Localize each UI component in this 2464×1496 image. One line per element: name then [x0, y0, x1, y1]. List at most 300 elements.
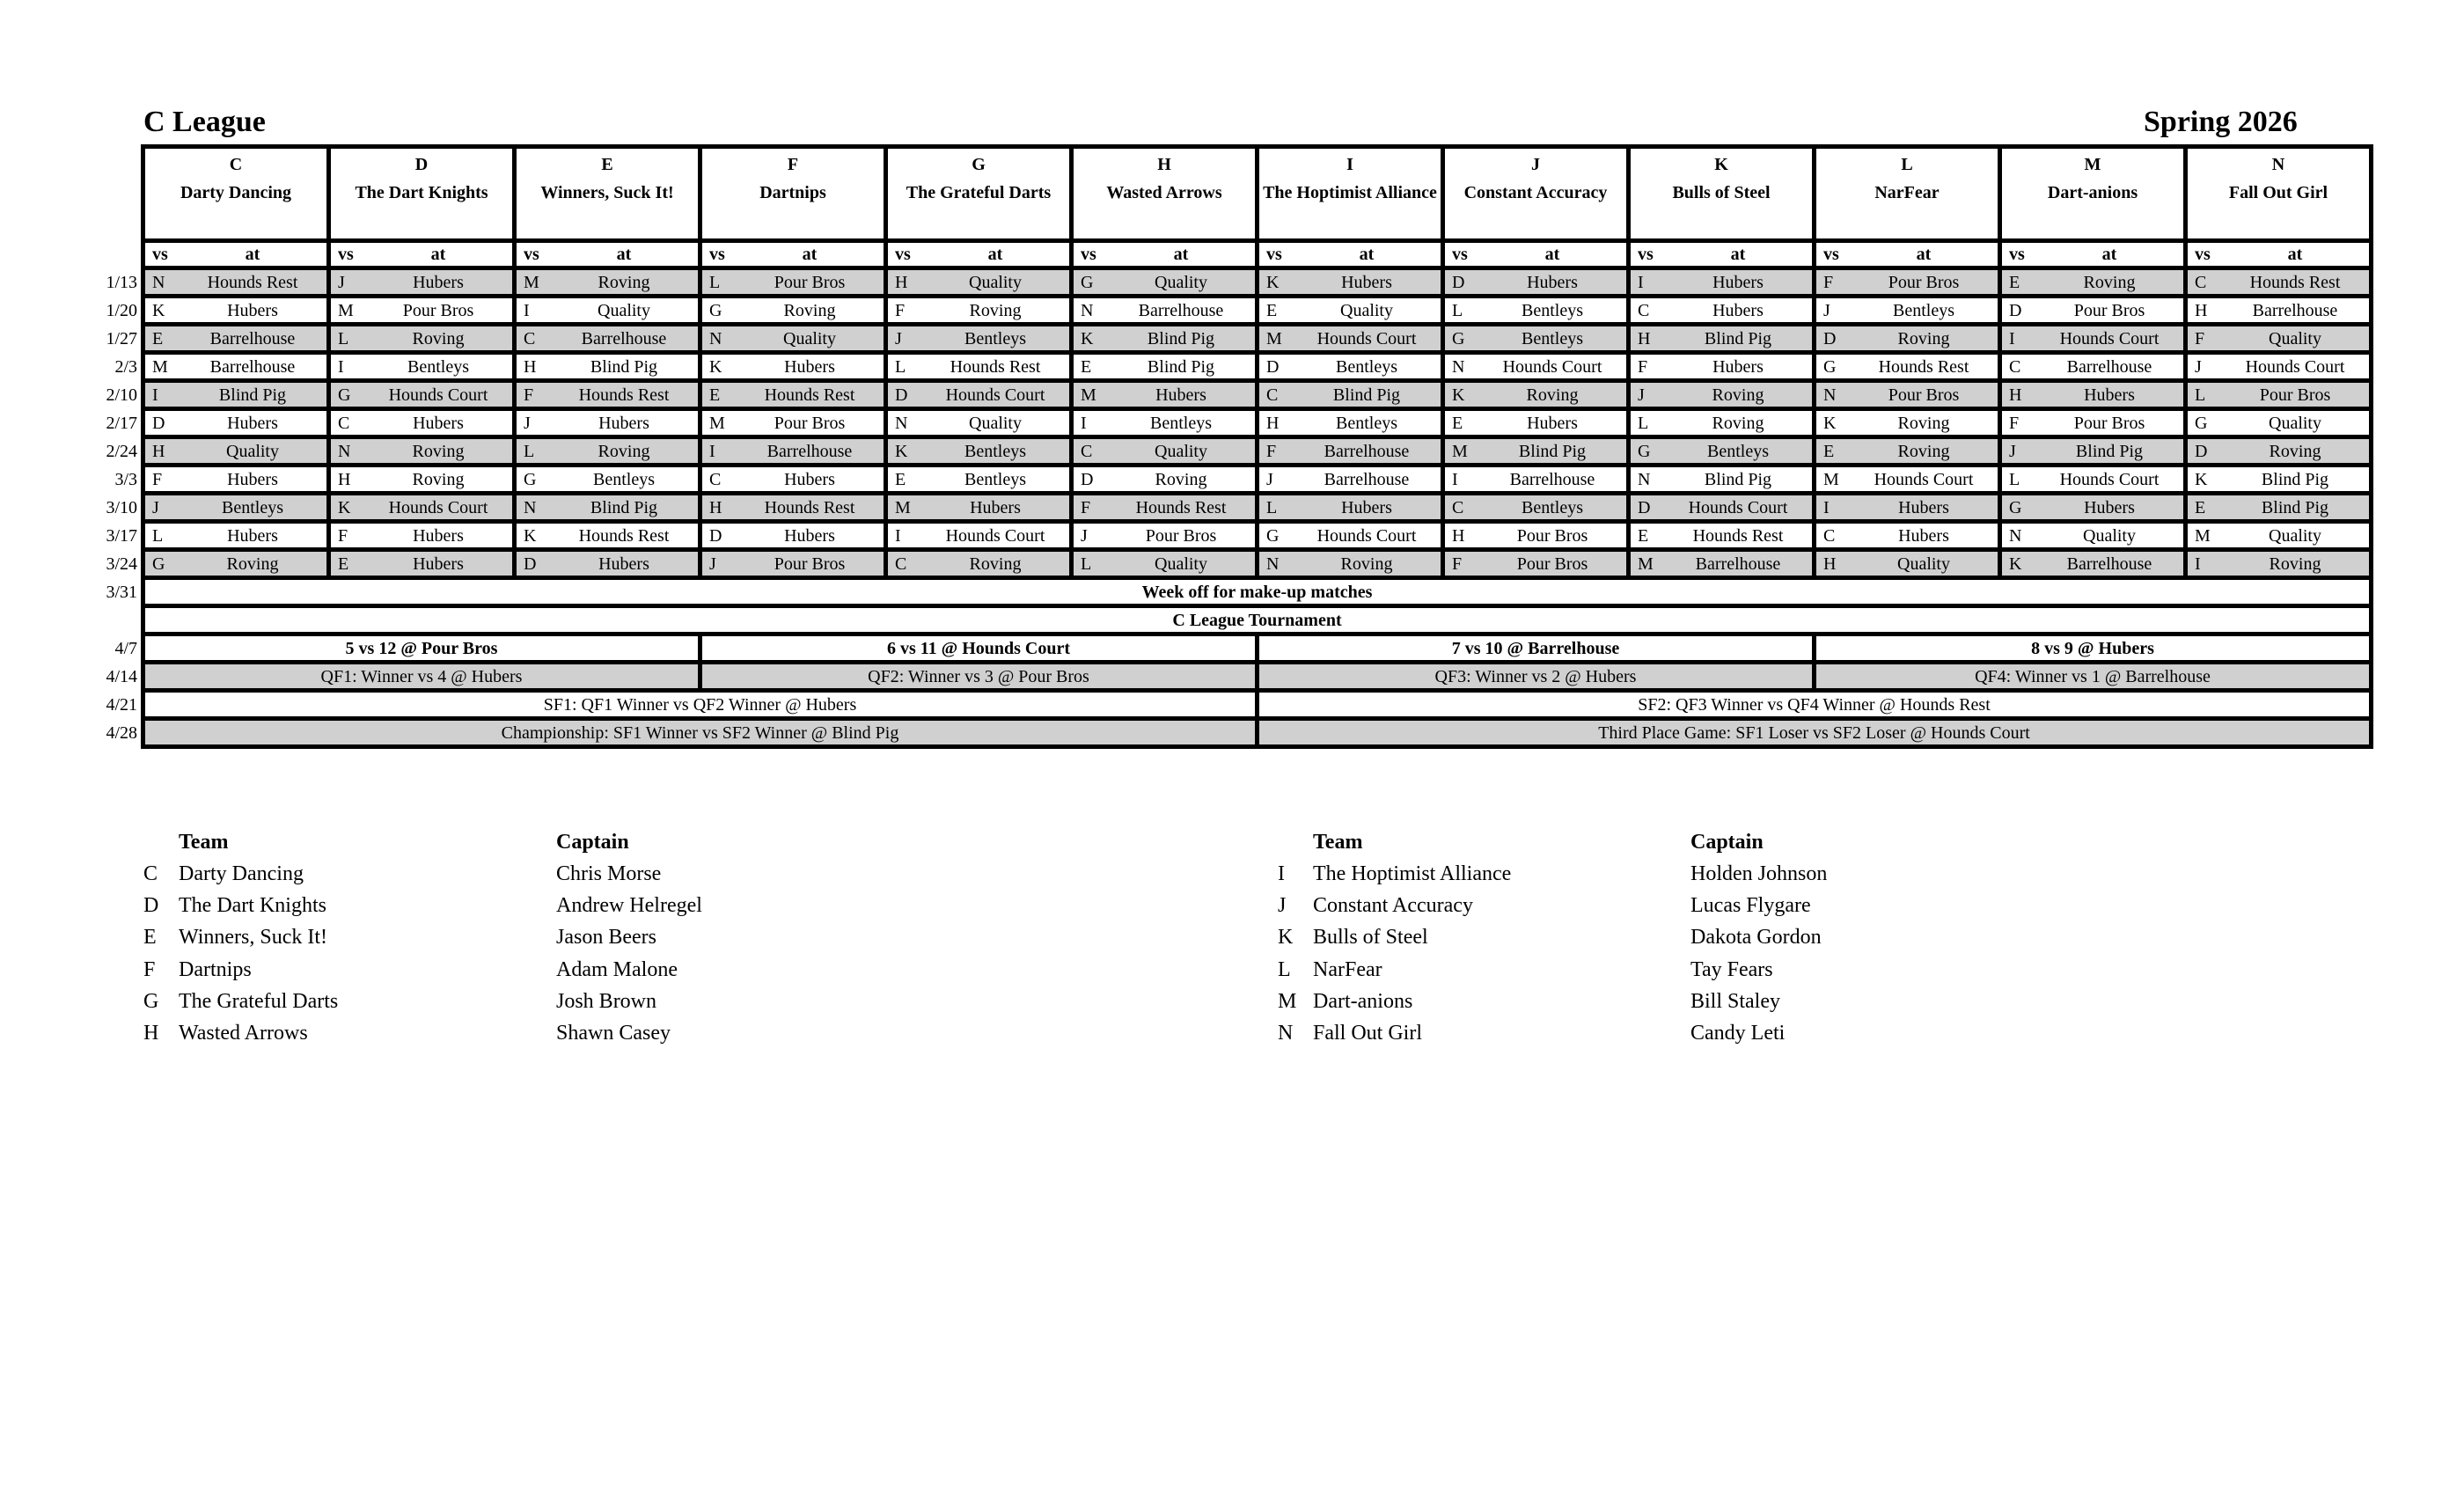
opponent-letter: N	[1072, 297, 1108, 325]
opponent-letter: N	[143, 268, 180, 297]
opponent-letter: N	[1258, 550, 1294, 578]
opponent-letter: K	[700, 353, 737, 381]
vs-label: vs	[143, 241, 180, 268]
venue: Pour Bros	[1107, 522, 1258, 550]
legend-team-letter: F	[143, 957, 156, 981]
venue: Blind Pig	[1478, 437, 1629, 466]
team-letter: M	[2084, 155, 2101, 174]
legend-team-letter: N	[1278, 1022, 1294, 1045]
legend-team-letter: I	[1278, 862, 1285, 885]
at-label: at	[2035, 241, 2186, 268]
venue: Hounds Rest	[1850, 353, 2000, 381]
at-label: at	[736, 241, 886, 268]
week-row	[86, 522, 2372, 550]
team-name: Fall Out Girl	[2228, 183, 2328, 202]
venue: Pour Bros	[1478, 550, 1629, 578]
venue: Roving	[921, 550, 1072, 578]
venue: Blind Pig	[550, 353, 700, 381]
venue: Quality	[550, 297, 700, 325]
opponent-letter: G	[1815, 353, 1851, 381]
venue: Roving	[179, 550, 329, 578]
opponent-letter: K	[1815, 409, 1851, 437]
legend-team-name: The Grateful Darts	[179, 989, 339, 1013]
venue: Barrelhouse	[1664, 550, 1815, 578]
venue: Hubers	[921, 494, 1072, 522]
venue: Pour Bros	[736, 409, 886, 437]
vs-label: vs	[1629, 241, 1665, 268]
venue: Hubers	[1478, 409, 1629, 437]
legend-team-letter: C	[143, 862, 158, 885]
opponent-letter: E	[700, 381, 737, 409]
venue: Roving	[1850, 409, 2000, 437]
venue: Hounds Court	[1664, 494, 1815, 522]
venue: Quality	[736, 325, 886, 353]
venue: Pour Bros	[2035, 409, 2186, 437]
venue: Bentleys	[1293, 409, 1443, 437]
opponent-letter: I	[515, 297, 551, 325]
legend-team-name: Bulls of Steel	[1313, 926, 1428, 950]
opponent-letter: C	[1258, 381, 1294, 409]
venue: Barrelhouse	[2035, 550, 2186, 578]
opponent-letter: I	[886, 522, 922, 550]
venue: Roving	[364, 437, 515, 466]
venue: Hubers	[736, 466, 886, 494]
tournament-match: Third Place Game: SF1 Loser vs SF2 Loser @ Hounds Court	[1258, 719, 2372, 747]
opponent-letter: H	[1629, 325, 1665, 353]
opponent-letter: H	[143, 437, 180, 466]
team-name: NarFear	[1874, 183, 1940, 202]
team-header	[329, 147, 515, 241]
venue: Hubers	[1293, 494, 1443, 522]
venue: Quality	[2221, 325, 2372, 353]
opponent-letter: L	[1629, 409, 1665, 437]
venue: Bentleys	[1850, 297, 2000, 325]
venue: Hounds Rest	[1664, 522, 1815, 550]
week-date: 2/24	[106, 441, 137, 461]
venue: Roving	[2035, 268, 2186, 297]
venue: Hubers	[1664, 353, 1815, 381]
team-header	[1258, 147, 1443, 241]
opponent-letter: M	[515, 268, 551, 297]
tournament-title-row	[86, 606, 2372, 634]
team-letter: H	[1157, 155, 1171, 174]
opponent-letter: K	[1443, 381, 1479, 409]
opponent-letter: M	[2186, 522, 2222, 550]
team-header	[1815, 147, 2000, 241]
opponent-letter: F	[515, 381, 551, 409]
tournament-match: 5 vs 12 @ Pour Bros	[143, 634, 700, 663]
vs-label: vs	[700, 241, 737, 268]
opponent-letter: M	[700, 409, 737, 437]
opponent-letter: E	[143, 325, 180, 353]
opponent-letter: H	[700, 494, 737, 522]
team-letter: I	[1346, 155, 1353, 174]
opponent-letter: E	[1815, 437, 1851, 466]
venue: Hounds Rest	[550, 522, 700, 550]
venue: Hubers	[1850, 522, 2000, 550]
venue: Hubers	[1293, 268, 1443, 297]
opponent-letter: E	[329, 550, 365, 578]
opponent-letter: I	[1629, 268, 1665, 297]
legend-captain-name: Dakota Gordon	[1690, 926, 1822, 950]
venue: Barrelhouse	[1478, 466, 1629, 494]
legend-captain-name: Adam Malone	[556, 957, 678, 981]
opponent-letter: L	[329, 325, 365, 353]
opponent-letter: J	[329, 268, 365, 297]
venue: Hounds Rest	[179, 268, 329, 297]
venue: Hounds Rest	[1107, 494, 1258, 522]
venue: Hubers	[1664, 297, 1815, 325]
opponent-letter: F	[143, 466, 180, 494]
opponent-letter: L	[515, 437, 551, 466]
venue: Hounds Rest	[550, 381, 700, 409]
legend-team-name: Dart-anions	[1313, 989, 1413, 1013]
venue: Quality	[921, 409, 1072, 437]
venue: Hubers	[179, 297, 329, 325]
opponent-letter: K	[2000, 550, 2036, 578]
legend-team-letter: J	[1278, 894, 1287, 918]
venue: Roving	[550, 437, 700, 466]
venue: Hounds Court	[1478, 353, 1629, 381]
legend-captain-name: Holden Johnson	[1690, 862, 1828, 885]
opponent-letter: F	[1258, 437, 1294, 466]
opponent-letter: I	[1072, 409, 1108, 437]
vs-at-row	[86, 241, 2372, 268]
team-name: Dartnips	[759, 183, 826, 202]
opponent-letter: N	[1629, 466, 1665, 494]
week-date: 3/24	[106, 554, 137, 574]
venue: Hubers	[1478, 268, 1629, 297]
legend-team-letter: L	[1278, 957, 1291, 981]
opponent-letter: D	[143, 409, 180, 437]
opponent-letter: F	[1443, 550, 1479, 578]
week-date: 2/3	[114, 356, 137, 377]
venue: Hubers	[179, 409, 329, 437]
opponent-letter: M	[1258, 325, 1294, 353]
legend-team-name: Darty Dancing	[179, 862, 304, 885]
opponent-letter: H	[515, 353, 551, 381]
vs-label: vs	[329, 241, 365, 268]
week-row	[86, 268, 2372, 297]
venue: Roving	[364, 325, 515, 353]
venue: Hubers	[364, 409, 515, 437]
venue: Hubers	[364, 522, 515, 550]
tournament-round-row	[86, 634, 2372, 663]
opponent-letter: C	[700, 466, 737, 494]
opponent-letter: J	[700, 550, 737, 578]
opponent-letter: I	[1815, 494, 1851, 522]
week-date: 3/3	[114, 469, 137, 489]
venue: Barrelhouse	[736, 437, 886, 466]
venue: Hounds Court	[2221, 353, 2372, 381]
venue: Hubers	[1107, 381, 1258, 409]
opponent-letter: F	[886, 297, 922, 325]
legend-team-letter: D	[143, 894, 159, 918]
venue: Bentleys	[921, 466, 1072, 494]
opponent-letter: G	[1443, 325, 1479, 353]
venue: Hubers	[736, 353, 886, 381]
legend-captain-name: Tay Fears	[1690, 957, 1773, 981]
opponent-letter: N	[329, 437, 365, 466]
venue: Roving	[2221, 437, 2372, 466]
opponent-letter: F	[1629, 353, 1665, 381]
venue: Bentleys	[921, 325, 1072, 353]
legend-team-name: The Dart Knights	[179, 894, 326, 918]
team-header	[2000, 147, 2186, 241]
opponent-letter: F	[1815, 268, 1851, 297]
tournament-match: QF2: Winner vs 3 @ Pour Bros	[700, 663, 1258, 691]
opponent-letter: D	[2186, 437, 2222, 466]
opponent-letter: K	[2186, 466, 2222, 494]
opponent-letter: N	[1815, 381, 1851, 409]
venue: Blind Pig	[2035, 437, 2186, 466]
opponent-letter: N	[700, 325, 737, 353]
at-label: at	[1293, 241, 1443, 268]
venue: Pour Bros	[2221, 381, 2372, 409]
opponent-letter: D	[515, 550, 551, 578]
opponent-letter: L	[143, 522, 180, 550]
legend-captain-name: Josh Brown	[556, 989, 657, 1013]
opponent-letter: C	[2000, 353, 2036, 381]
team-header	[700, 147, 886, 241]
venue: Roving	[1107, 466, 1258, 494]
venue: Quality	[1293, 297, 1443, 325]
venue: Pour Bros	[2035, 297, 2186, 325]
opponent-letter: J	[1258, 466, 1294, 494]
venue: Hubers	[550, 550, 700, 578]
opponent-letter: L	[700, 268, 737, 297]
venue: Barrelhouse	[1107, 297, 1258, 325]
week-row	[86, 437, 2372, 466]
team-header	[2186, 147, 2372, 241]
opponent-letter: D	[1443, 268, 1479, 297]
opponent-letter: J	[886, 325, 922, 353]
venue: Hubers	[736, 522, 886, 550]
opponent-letter: E	[886, 466, 922, 494]
team-header	[143, 147, 329, 241]
venue: Pour Bros	[364, 297, 515, 325]
week-row	[86, 409, 2372, 437]
legend-team-letter: E	[143, 926, 157, 950]
venue: Bentleys	[1107, 409, 1258, 437]
opponent-letter: E	[1072, 353, 1108, 381]
venue: Hubers	[1850, 494, 2000, 522]
opponent-letter: N	[886, 409, 922, 437]
legend-captain-name: Bill Staley	[1690, 989, 1780, 1013]
tournament-round-row	[86, 663, 2372, 691]
venue: Hounds Court	[2035, 466, 2186, 494]
date-spacer	[86, 147, 143, 241]
week-row	[86, 297, 2372, 325]
opponent-letter: D	[700, 522, 737, 550]
venue: Roving	[1850, 437, 2000, 466]
opponent-letter: G	[329, 381, 365, 409]
opponent-letter: E	[2186, 494, 2222, 522]
legend-captain-name: Chris Morse	[556, 862, 662, 885]
opponent-letter: L	[2000, 466, 2036, 494]
venue: Hounds Court	[1293, 522, 1443, 550]
team-name: Winners, Suck It!	[540, 183, 674, 202]
venue: Blind Pig	[1664, 325, 1815, 353]
opponent-letter: M	[1072, 381, 1108, 409]
venue: Pour Bros	[1850, 268, 2000, 297]
opponent-letter: M	[1629, 550, 1665, 578]
venue: Hubers	[2035, 494, 2186, 522]
week-date: 3/31	[106, 582, 137, 602]
opponent-letter: M	[886, 494, 922, 522]
venue: Quality	[1107, 550, 1258, 578]
at-label: at	[921, 241, 1072, 268]
opponent-letter: E	[1629, 522, 1665, 550]
venue: Hounds Court	[1293, 325, 1443, 353]
venue: Quality	[179, 437, 329, 466]
opponent-letter: C	[329, 409, 365, 437]
team-letter: C	[229, 155, 243, 174]
legend-team-name: Winners, Suck It!	[179, 926, 327, 950]
opponent-letter: K	[515, 522, 551, 550]
week-off-label: Week off for make-up matches	[143, 578, 2372, 606]
venue: Bentleys	[1478, 325, 1629, 353]
venue: Blind Pig	[1664, 466, 1815, 494]
at-label: at	[1107, 241, 1258, 268]
round-date: 4/21	[106, 694, 137, 715]
venue: Quality	[2221, 522, 2372, 550]
week-date: 1/13	[106, 272, 137, 292]
venue: Bentleys	[921, 437, 1072, 466]
opponent-letter: I	[2186, 550, 2222, 578]
week-date: 3/10	[106, 497, 137, 517]
venue: Hounds Court	[921, 381, 1072, 409]
venue: Hounds Court	[2035, 325, 2186, 353]
legend-captain-header: Captain	[556, 831, 629, 854]
vs-label: vs	[1258, 241, 1294, 268]
team-header	[1443, 147, 1629, 241]
tournament-match: 8 vs 9 @ Hubers	[1815, 634, 2372, 663]
venue: Bentleys	[1478, 297, 1629, 325]
opponent-letter: H	[1815, 550, 1851, 578]
venue: Quality	[2035, 522, 2186, 550]
opponent-letter: D	[1258, 353, 1294, 381]
venue: Hounds Court	[1850, 466, 2000, 494]
opponent-letter: C	[1815, 522, 1851, 550]
week-row	[86, 325, 2372, 353]
opponent-letter: G	[1629, 437, 1665, 466]
venue: Roving	[364, 466, 515, 494]
tournament-round-row	[86, 719, 2372, 747]
at-label: at	[1664, 241, 1815, 268]
legend-captain-header: Captain	[1690, 831, 1764, 854]
date-spacer	[86, 241, 143, 268]
team-name: The Grateful Darts	[906, 183, 1052, 202]
opponent-letter: J	[2000, 437, 2036, 466]
legend-captain-name: Jason Beers	[556, 926, 656, 950]
opponent-letter: C	[1072, 437, 1108, 466]
venue: Quality	[2221, 409, 2372, 437]
opponent-letter: I	[143, 381, 180, 409]
team-header-row	[86, 147, 2372, 241]
venue: Roving	[550, 268, 700, 297]
venue: Roving	[1293, 550, 1443, 578]
opponent-letter: H	[1258, 409, 1294, 437]
venue: Blind Pig	[1107, 353, 1258, 381]
week-date: 1/27	[106, 328, 137, 348]
opponent-letter: L	[2186, 381, 2222, 409]
opponent-letter: D	[2000, 297, 2036, 325]
tournament-match: Championship: SF1 Winner vs SF2 Winner @ Blind Pig	[143, 719, 1258, 747]
opponent-letter: G	[515, 466, 551, 494]
venue: Hubers	[179, 466, 329, 494]
opponent-letter: N	[1443, 353, 1479, 381]
week-off-row	[86, 578, 2372, 606]
vs-label: vs	[515, 241, 551, 268]
at-label: at	[550, 241, 700, 268]
legend-team-name: Wasted Arrows	[179, 1022, 308, 1045]
date-spacer	[86, 606, 143, 634]
tournament-round-row	[86, 691, 2372, 719]
team-name: Darty Dancing	[180, 183, 292, 202]
tournament-title: C League Tournament	[143, 606, 2372, 634]
opponent-letter: N	[515, 494, 551, 522]
opponent-letter: I	[700, 437, 737, 466]
venue: Hubers	[550, 409, 700, 437]
venue: Barrelhouse	[550, 325, 700, 353]
week-date: 1/20	[106, 300, 137, 320]
venue: Pour Bros	[736, 268, 886, 297]
opponent-letter: J	[1629, 381, 1665, 409]
opponent-letter: L	[886, 353, 922, 381]
opponent-letter: G	[2186, 409, 2222, 437]
tournament-match: QF3: Winner vs 2 @ Hubers	[1258, 663, 1815, 691]
venue: Bentleys	[550, 466, 700, 494]
opponent-letter: F	[2000, 409, 2036, 437]
week-row	[86, 381, 2372, 409]
venue: Bentleys	[179, 494, 329, 522]
legend-team-name: NarFear	[1313, 957, 1382, 981]
round-date: 4/28	[106, 722, 137, 743]
week-row	[86, 466, 2372, 494]
opponent-letter: D	[1629, 494, 1665, 522]
venue: Bentleys	[1664, 437, 1815, 466]
venue: Hubers	[364, 268, 515, 297]
legend-team-letter: H	[143, 1022, 159, 1045]
venue: Hounds Court	[921, 522, 1072, 550]
team-letter: E	[601, 155, 613, 174]
team-name: Wasted Arrows	[1106, 183, 1222, 202]
legend-team-name: Dartnips	[179, 957, 252, 981]
venue: Hounds Rest	[736, 381, 886, 409]
league-title: C League	[143, 106, 266, 138]
venue: Pour Bros	[1850, 381, 2000, 409]
venue: Hubers	[179, 522, 329, 550]
venue: Barrelhouse	[179, 325, 329, 353]
opponent-letter: J	[1815, 297, 1851, 325]
opponent-letter: M	[329, 297, 365, 325]
venue: Blind Pig	[2221, 466, 2372, 494]
venue: Barrelhouse	[2221, 297, 2372, 325]
opponent-letter: D	[886, 381, 922, 409]
opponent-letter: F	[329, 522, 365, 550]
legend-captain-name: Shawn Casey	[556, 1022, 671, 1045]
opponent-letter: F	[2186, 325, 2222, 353]
at-label: at	[364, 241, 515, 268]
opponent-letter: L	[1258, 494, 1294, 522]
opponent-letter: E	[1258, 297, 1294, 325]
week-date: 3/17	[106, 525, 137, 546]
round-date: 4/14	[106, 666, 137, 686]
opponent-letter: I	[2000, 325, 2036, 353]
opponent-letter: C	[1443, 494, 1479, 522]
venue: Blind Pig	[1107, 325, 1258, 353]
